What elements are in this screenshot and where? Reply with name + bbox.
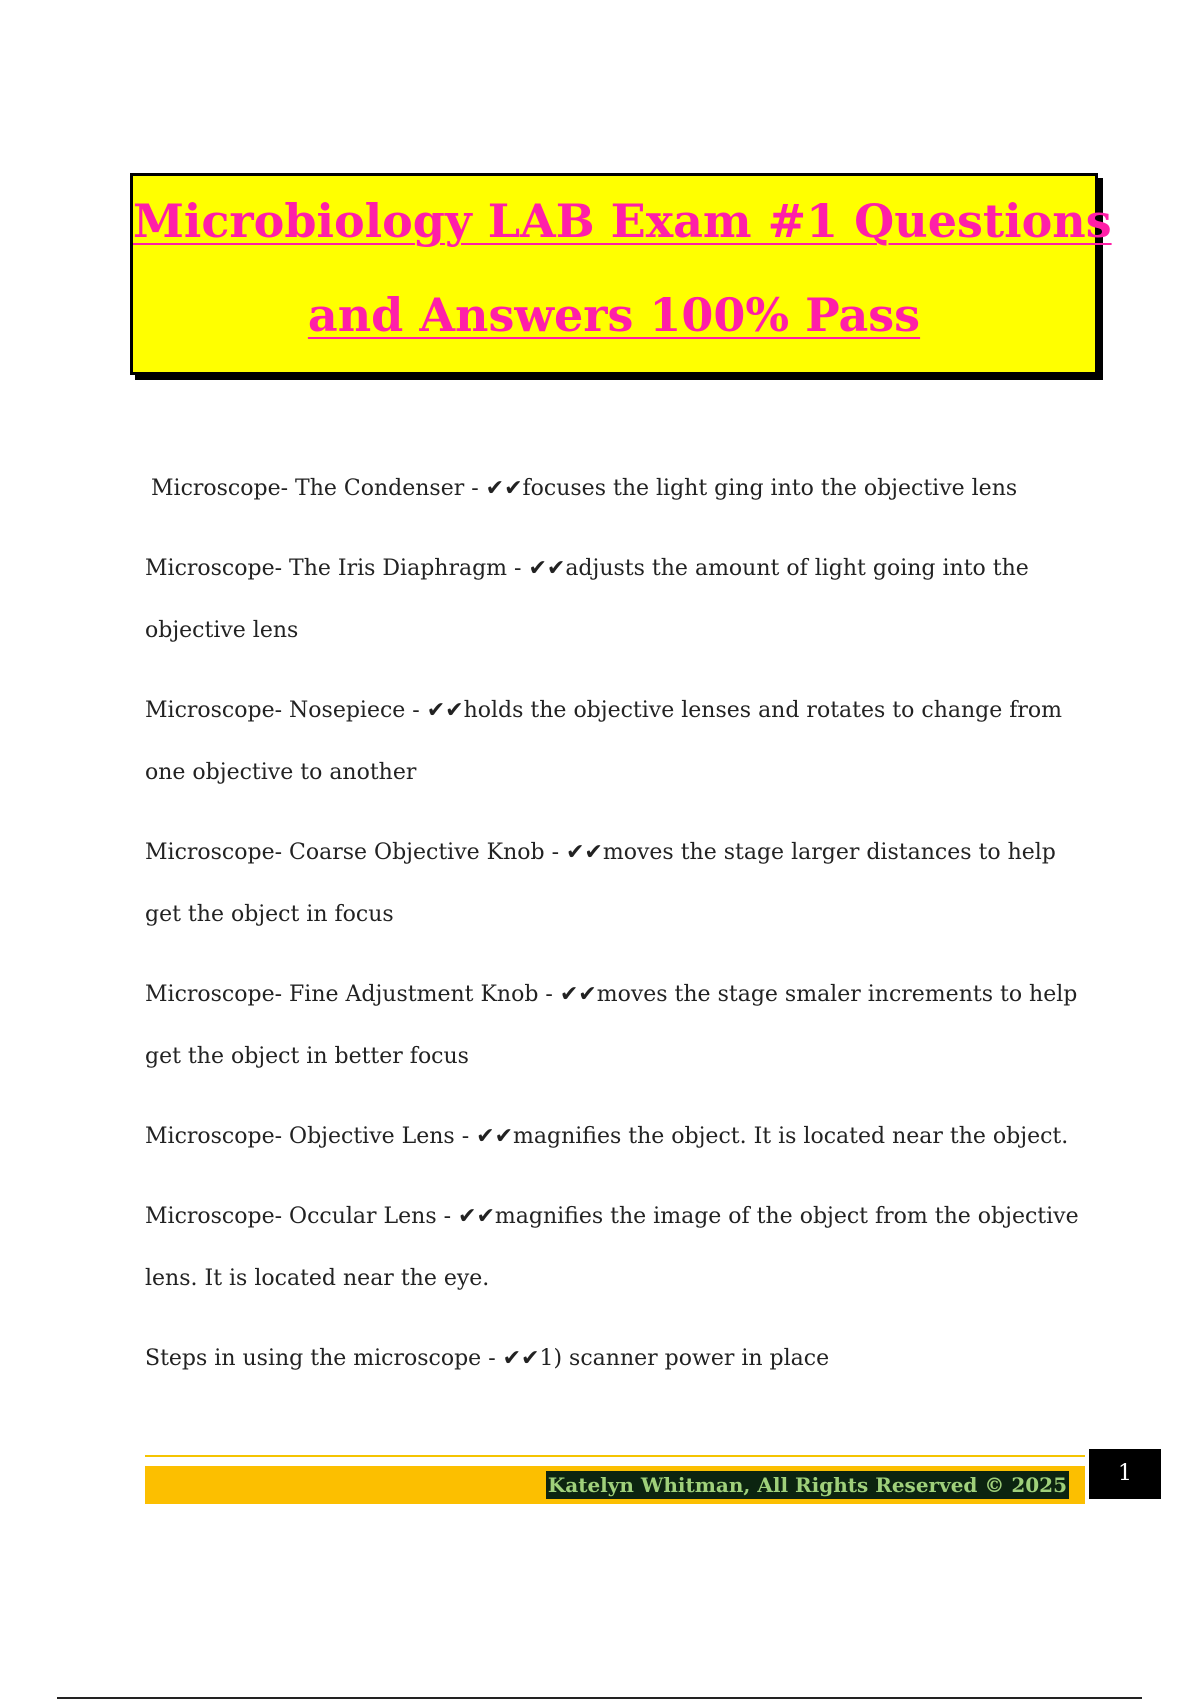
qa-item-steps: Steps in using the microscope - ✔✔1) scanner power in place — [145, 1346, 830, 1371]
qa-item-iris-diaphragm: Microscope- The Iris Diaphragm - ✔✔adjusts the amount of light going into the objective lens — [145, 556, 1029, 643]
page-number: 1 — [1089, 1449, 1161, 1499]
title-banner — [130, 173, 1112, 375]
qa-item-condenser: Microscope- The Condenser - ✔✔focuses the light ging into the objective lens — [151, 476, 1018, 501]
page-bottom-rule — [57, 1697, 1142, 1699]
qa-item-nosepiece: Microscope- Nosepiece - ✔✔holds the objective lenses and rotates to change from one objective to another — [145, 698, 1063, 785]
document-title-line-1: Microbiology LAB Exam #1 Questions — [133, 194, 1112, 248]
footer-bar — [145, 1466, 1085, 1504]
qa-item-objective-lens: Microscope- Objective Lens - ✔✔magnifies the object. It is located near the object. — [145, 1124, 1069, 1149]
footer-divider — [145, 1455, 1085, 1457]
document-title-line-2: and Answers 100% Pass — [307, 288, 921, 342]
qa-item-fine-knob: Microscope- Fine Adjustment Knob - ✔✔moves the stage smaler increments to help get the object in better focus — [145, 982, 1078, 1069]
question-answer-list — [145, 458, 1095, 1408]
qa-item-occular-lens: Microscope- Occular Lens - ✔✔magnifies the image of the object from the objective lens. It is located near the eye. — [145, 1204, 1079, 1291]
footer-copyright: Katelyn Whitman, All Rights Reserved © 2025 — [547, 1473, 1067, 1497]
qa-item-coarse-knob: Microscope- Coarse Objective Knob - ✔✔moves the stage larger distances to help get the object in focus — [145, 840, 1056, 927]
